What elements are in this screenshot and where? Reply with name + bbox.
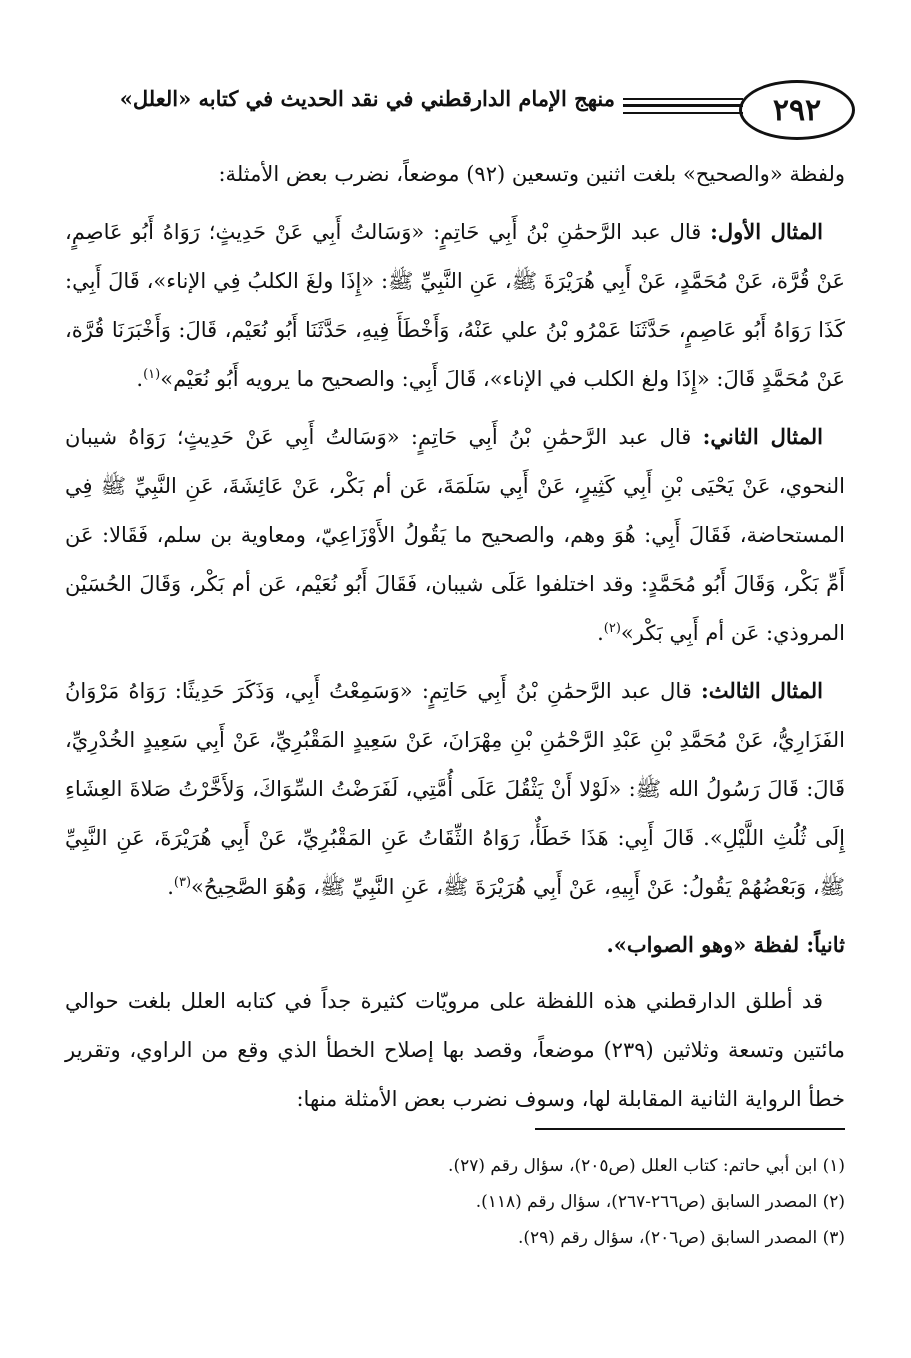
running-title: منهج الإمام الدارقطني في نقد الحديث في كتابه «العلل» — [119, 86, 615, 111]
page-header — [60, 70, 855, 150]
example-3-text: قال عبد الرَّحمَٰنِ بْنُ أَبِي حَاتِمٍ: «وَسَمِعْتُ أَبِي، وَذَكَرَ حَدِيثًا: رَوَاهُ مَرْوَانُ الفَزَارِيُّ، عَنْ مُحَمَّدِ بْنِ عَبْدِ الرَّحْمَٰنِ بْنِ مِهْرَانَ، عَنْ سَعِيدٍ المَقْبُرِيِّ، عَنْ أَبِي سَعِيدٍ الخُدْرِيِّ، قَالَ: قَالَ رَسُولُ الله ﷺ: «لَوْلا أَنْ يَثْقُلَ عَلَى أُمَّتِي، لَفَرَضْتُ السِّوَاكَ، وَلأَخَّرْتُ صَلاةَ العِشَاءِ إِلَى ثُلُثِ اللَّيْلِ». قَالَ أَبِي: هَذَا خَطَأٌ، رَوَاهُ الثِّقَاتُ عَنِ المَقْبُرِيِّ، عَنْ أَبِي هُرَيْرَةَ، عَنِ النَّبِيِّ ﷺ، وَبَعْضُهُمْ يَقُولُ: عَنْ أَبِيهِ، عَنْ أَبِي هُرَيْرَةَ ﷺ، عَنِ النَّبِيِّ ﷺ، وَهُوَ الصَّحِيحُ» — [65, 679, 845, 899]
example-2-label: المثال الثاني: — [702, 424, 823, 449]
example-1: المثال الأول: قال عبد الرَّحمَٰنِ بْنُ أَبِي حَاتِمٍ: «وَسَالتُ أَبِي عَنْ حَدِيثٍ؛ رَوَاهُ أَبُو عَاصِمٍ، عَنْ قُرَّة، عَنْ مُحَمَّدٍ، عَنْ أَبِي هُرَيْرَةَ ﷺ، عَنِ النَّبِيِّ ﷺ: «إِذَا ولغَ الكلبُ فِي الإناء»، قَالَ أَبِي: كَذَا رَوَاهُ أَبُو عَاصِمٍ، حَدَّثَنَا عَمْرُو بْنُ علي عَنْهُ، وَأَخْطَأَ فِيهِ، حَدَّثَنَا أَبُو نُعَيْم، قَالَ: وَأَخْبَرَنَا قُرَّة، عَنْ مُحَمَّدٍ قَالَ: «إِذَا ولغ الكلب في الإناء»، قَالَ أَبِي: والصحيح ما يرويه أَبُو نُعَيْم»$^{(١)}$. — [65, 219, 845, 391]
page-number: ٢٩٢ — [739, 80, 855, 140]
example-1-label: المثال الأول: — [710, 219, 823, 244]
example-2-text: قال عبد الرَّحمَٰنِ بْنُ أَبِي حَاتِمٍ: «وَسَالتُ أَبِي عَنْ حَدِيثٍ؛ رَوَاهُ شيبان النحوي، عَنْ يَحْيَى بْنِ أَبِي كَثِيرٍ، عَنْ أَبِي سَلَمَةَ، عَن أم بَكْر، عَنْ عَائِشَةَ، عَنِ النَّبِيِّ ﷺ فِي المستحاضة، فَقَالَ أَبِي: هُوَ وهم، والصحيح ما يَقُولُ الأَوْزَاعِيّ، ومعاوية بن سلم، فَقَالا: عَن أَمِّ بَكْر، وَقَالَ أَبُو مُحَمَّدٍ: وقد اختلفوا عَلَى شيبان، فَقَالَ أَبُو نُعَيْم، عَن أم بَكْر، وَقَالَ الحُسَيْن المروذي: عَن أم أَبِي بَكْر» — [65, 425, 845, 645]
footnote-ref-2: (٢) — [603, 621, 621, 636]
footnote-3: (٣) المصدر السابق (ص٢٠٦)، سؤال رقم (٢٩). — [517, 1228, 845, 1248]
footnote-2: (٢) المصدر السابق (ص٢٦٦-٢٦٧)، سؤال رقم (١١٨). — [475, 1192, 845, 1212]
section-heading: ثانياً: لفظة «وهو الصواب». — [606, 932, 845, 957]
final-paragraph: قد أطلق الدارقطني هذه اللفظة على مرويّات كثيرة جداً في كتابه العلل بلغت حوالي مائتين وتسعة وثلاثين (٢٣٩) موضعاً، وقصد بها إصلاح الخطأ الذي وقع من الراوي، وتقرير خطأ الرواية الثانية المقابلة لها، وسوف نضرب بعض الأمثلة منها: — [65, 989, 845, 1111]
footnote-1: (١) ابن أبي حاتم: كتاب العلل (ص٢٠٥)، سؤال رقم (٢٧). — [448, 1156, 845, 1176]
example-3-label: المثال الثالث: — [701, 678, 823, 703]
example-3: المثال الثالث: قال عبد الرَّحمَٰنِ بْنُ أَبِي حَاتِمٍ: «وَسَمِعْتُ أَبِي، وَذَكَرَ حَدِيثًا: رَوَاهُ مَرْوَانُ الفَزَارِيُّ، عَنْ مُحَمَّدِ بْنِ عَبْدِ الرَّحْمَٰنِ بْنِ مِهْرَانَ، عَنْ سَعِيدٍ المَقْبُرِيِّ، عَنْ أَبِي سَعِيدٍ الخُدْرِيِّ، قَالَ: قَالَ رَسُولُ الله ﷺ: «لَوْلا أَنْ يَثْقُلَ عَلَى أُمَّتِي، لَفَرَضْتُ السِّوَاكَ، وَلأَخَّرْتُ صَلاةَ العِشَاءِ إِلَى ثُلُثِ اللَّيْلِ». قَالَ أَبِي: هَذَا خَطَأٌ، رَوَاهُ الثِّقَاتُ عَنِ المَقْبُرِيِّ، عَنْ أَبِي هُرَيْرَةَ، عَنِ النَّبِيِّ ﷺ، وَبَعْضُهُمْ يَقُولُ: عَنْ أَبِيهِ، عَنْ أَبِي هُرَيْرَةَ ﷺ، عَنِ النَّبِيِّ ﷺ، وَهُوَ الصَّحِيحُ»$^{(٣)}$. — [65, 678, 845, 899]
footnote-ref-1: (١) — [143, 367, 161, 382]
intro-text: ولفظة «والصحيح» بلغت اثنين وتسعين (٩٢) موضعاً، نضرب بعض الأمثلة: — [218, 162, 845, 186]
header-rule — [623, 112, 743, 114]
body-text — [65, 150, 845, 1132]
header-rule — [623, 104, 743, 107]
footnote-ref-3: (٣) — [173, 875, 192, 890]
example-1-text: قال عبد الرَّحمَٰنِ بْنُ أَبِي حَاتِمٍ: «وَسَالتُ أَبِي عَنْ حَدِيثٍ؛ رَوَاهُ أَبُو عَاصِمٍ، عَنْ قُرَّة، عَنْ مُحَمَّدٍ، عَنْ أَبِي هُرَيْرَةَ ﷺ، عَنِ النَّبِيِّ ﷺ: «إِذَا ولغَ الكلبُ فِي الإناء»، قَالَ أَبِي: كَذَا رَوَاهُ أَبُو عَاصِمٍ، حَدَّثَنَا عَمْرُو بْنُ علي عَنْهُ، وَأَخْطَأَ فِيهِ، حَدَّثَنَا أَبُو نُعَيْم، قَالَ: وَأَخْبَرَنَا قُرَّة، عَنْ مُحَمَّدٍ قَالَ: «إِذَا ولغ الكلب في الإناء»، قَالَ أَبِي: والصحيح ما يرويه أَبُو نُعَيْم» — [65, 220, 845, 391]
intro-paragraph — [65, 150, 845, 199]
footnote-separator — [535, 1128, 845, 1130]
footnotes — [65, 1148, 845, 1256]
example-2: المثال الثاني: قال عبد الرَّحمَٰنِ بْنُ أَبِي حَاتِمٍ: «وَسَالتُ أَبِي عَنْ حَدِيثٍ؛ رَوَاهُ شيبان النحوي، عَنْ يَحْيَى بْنِ أَبِي كَثِيرٍ، عَنْ أَبِي سَلَمَةَ، عَن أم بَكْر، عَنْ عَائِشَةَ، عَنِ النَّبِيِّ ﷺ فِي المستحاضة، فَقَالَ أَبِي: هُوَ وهم، والصحيح ما يَقُولُ الأَوْزَاعِيّ، ومعاوية بن سلم، فَقَالا: عَن أَمِّ بَكْر، وَقَالَ أَبُو مُحَمَّدٍ: وقد اختلفوا عَلَى شيبان، فَقَالَ أَبُو نُعَيْم، عَن أم بَكْر، وَقَالَ الحُسَيْن المروذي: عَن أم أَبِي بَكْر»$^{(٢)}$. — [65, 424, 845, 645]
header-rule — [623, 98, 743, 100]
